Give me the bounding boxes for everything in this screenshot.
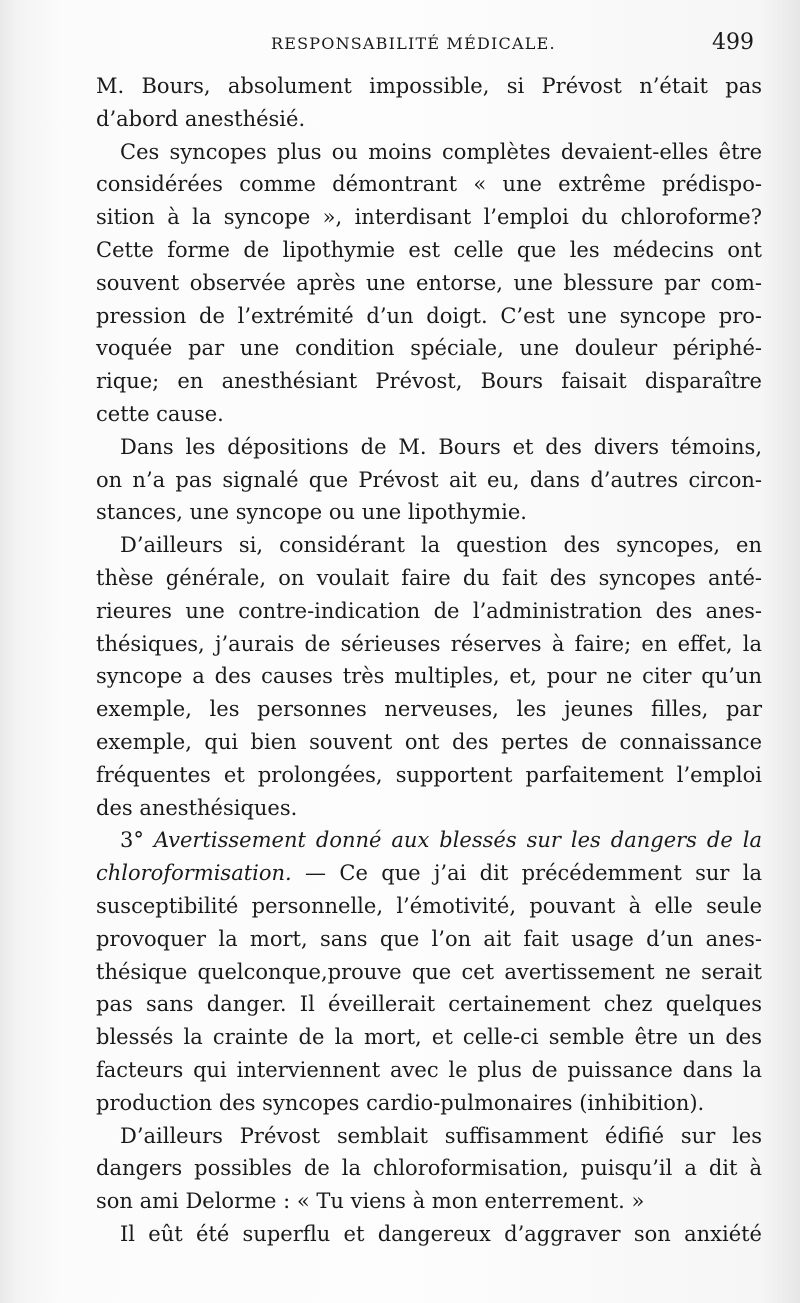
text-line: stances, une syncope ou une lipothymie. <box>96 500 527 525</box>
text-line: rieures une contre-indication de l’administration des anes- <box>96 598 762 623</box>
text-line: fréquentes et prolongées, supportent parfaitement l’emploi <box>96 762 762 787</box>
text-line: production des syncopes cardio-pulmonaires (inhibition). <box>96 1090 705 1115</box>
text-line: Cette forme de lipothymie est celle que les médecins ont <box>96 237 762 262</box>
text-line: rique; en anesthésiant Prévost, Bours faisait disparaître <box>96 369 762 394</box>
text-line: des anesthésiques. <box>96 795 298 820</box>
text-line: facteurs qui interviennent avec le plus de puissance dans la <box>96 1057 762 1082</box>
text-line: dangers possibles de la chloroformisation, puisqu’il a dit à <box>96 1156 762 1181</box>
text-line: pas sans danger. Il éveillerait certainement chez quelques <box>96 992 762 1017</box>
page-header <box>96 26 760 66</box>
text-line: D’ailleurs Prévost semblait suffisamment édifié sur les <box>120 1123 762 1148</box>
text-line: exemple, les personnes nerveuses, les jeunes filles, par <box>96 697 762 722</box>
text-line: sition à la syncope », interdisant l’emploi du chloroforme? <box>96 205 762 230</box>
text-line: susceptibilité personnelle, l’émotivité, pouvant à elle seule <box>96 893 762 918</box>
text-line: cette cause. <box>96 401 224 426</box>
text-segment: — Ce que j’ai dit précédemment sur la <box>291 861 762 886</box>
text-line: souvent observée après une entorse, une blessure par com- <box>96 270 762 295</box>
text-line: exemple, qui bien souvent ont des pertes de connaissance <box>96 729 762 754</box>
body-text <box>96 70 762 1251</box>
text-line: thésiques, j’aurais de sérieuses réserves à faire; en effet, la <box>96 631 762 656</box>
text-line: Il eût été superflu et dangereux d’aggraver son anxiété <box>120 1221 762 1246</box>
text-line: considérées comme démontrant « une extrême prédispo- <box>96 172 762 197</box>
text-line: syncope a des causes très multiples, et, pour ne citer qu’un <box>96 664 762 689</box>
text-line: D’ailleurs si, considérant la question des syncopes, en <box>120 533 762 558</box>
text-line <box>96 857 762 890</box>
section-title-end: chloroformisation. <box>96 861 292 886</box>
text-line: son ami Delorme : « Tu viens à mon enterrement. » <box>96 1189 645 1214</box>
text-line: thésique quelconque,prouve que cet avertissement ne serait <box>96 959 762 984</box>
text-line: thèse générale, on voulait faire du fait des syncopes anté- <box>96 565 762 590</box>
text-line: d’abord anesthésié. <box>96 106 306 131</box>
section-heading-line <box>96 824 762 857</box>
text-line: provoquer la mort, sans que l’on ait fait usage d’un anes- <box>96 926 762 951</box>
running-title: RESPONSABILITÉ MÉDICALE. <box>271 34 556 53</box>
section-number: 3° <box>120 828 154 853</box>
text-line: voquée par une condition spéciale, une douleur périphé- <box>96 336 762 361</box>
text-line: Dans les dépositions de M. Bours et des divers témoins, <box>120 434 762 459</box>
text-line: on n’a pas signalé que Prévost ait eu, dans d’autres circon- <box>96 467 762 492</box>
text-line: Ces syncopes plus ou moins complètes devaient-elles être <box>120 139 762 164</box>
text-line: blessés la crainte de la mort, et celle-ci semble être un des <box>96 1025 762 1050</box>
text-line: M. Bours, absolument impossible, si Prévost n’était pas <box>96 74 762 98</box>
page-number: 499 <box>712 30 754 55</box>
text-line: pression de l’extrémité d’un doigt. C’est une syncope pro- <box>96 303 762 328</box>
section-title: Avertissement donné aux blessés sur les dangers de la <box>153 828 762 853</box>
